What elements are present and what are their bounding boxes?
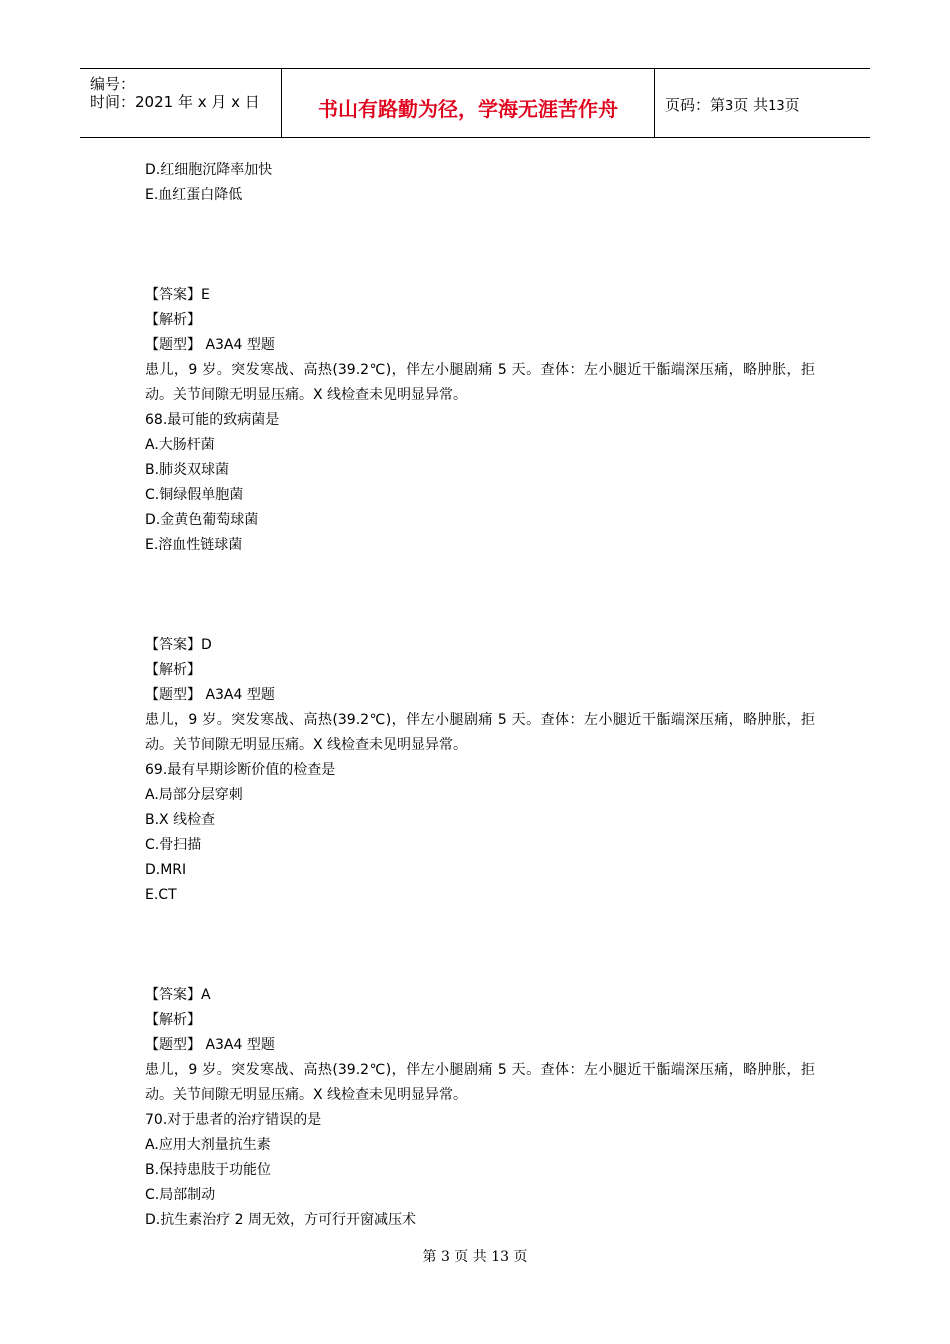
case-text: 患儿，9 岁。突发寒战、高热(39.2℃)，伴左小腿剧痛 5 天。查体：左小腿近干骺端深压痛，略肿胀，拒动。关节间隙无明显压痛。X 线检查未见明显异常。 xyxy=(145,712,815,753)
option-item: E.溶血性链球菌 xyxy=(145,537,243,553)
case-text: 患儿，9 岁。突发寒战、高热(39.2℃)，伴左小腿剧痛 5 天。查体：左小腿近干骺端深压痛，略肿胀，拒动。关节间隙无明显压痛。X 线检查未见明显异常。 xyxy=(145,362,815,403)
header-page-cell xyxy=(655,69,870,137)
header-info-cell xyxy=(80,69,282,137)
page-mid: 页 共 xyxy=(733,96,769,114)
analysis-line: 【解析】 xyxy=(145,312,201,328)
type-line: 【题型】 A3A4 型题 xyxy=(145,1037,275,1053)
question-block xyxy=(145,983,815,1233)
option-item: A.局部分层穿刺 xyxy=(145,787,243,803)
page-label: 页码：第 xyxy=(665,96,726,114)
date-line: 时间：2021 年 x 月 x 日 xyxy=(90,93,260,111)
page-end: 页 xyxy=(784,96,800,114)
option-item: E.CT xyxy=(145,887,177,903)
option-item: C.铜绿假单胞菌 xyxy=(145,487,244,503)
type-line: 【题型】 A3A4 型题 xyxy=(145,687,275,703)
option-item: E.血红蛋白降低 xyxy=(145,187,243,203)
answer-line: 【答案】E xyxy=(145,287,210,303)
document-body xyxy=(145,158,815,1233)
motto: 书山有路勤为径，学海无涯苦作舟 xyxy=(318,97,618,121)
number-label: 编号： xyxy=(90,75,136,93)
case-text: 患儿，9 岁。突发寒战、高热(39.2℃)，伴左小腿剧痛 5 天。查体：左小腿近干骺端深压痛，略肿胀，拒动。关节间隙无明显压痛。X 线检查未见明显异常。 xyxy=(145,1062,815,1103)
analysis-line: 【解析】 xyxy=(145,662,201,678)
type-line: 【题型】 A3A4 型题 xyxy=(145,337,275,353)
option-item: D.红细胞沉降率加快 xyxy=(145,162,273,178)
question-stem: 69.最有早期诊断价值的检查是 xyxy=(145,762,336,778)
page-header xyxy=(80,68,870,138)
option-item: D.MRI xyxy=(145,862,187,878)
option-item: B.保持患肢于功能位 xyxy=(145,1162,272,1178)
option-item: A.大肠杆菌 xyxy=(145,437,215,453)
question-stem: 70.对于患者的治疗错误的是 xyxy=(145,1112,322,1128)
option-item: B.肺炎双球菌 xyxy=(145,462,230,478)
page-footer: 第 3 页 共 13 页 xyxy=(422,1249,528,1265)
option-item: B.X 线检查 xyxy=(145,812,216,828)
question-block xyxy=(145,633,815,908)
question-stem: 68.最可能的致病菌是 xyxy=(145,412,280,428)
answer-line: 【答案】A xyxy=(145,987,211,1003)
option-item: A.应用大剂量抗生素 xyxy=(145,1137,271,1153)
question-block xyxy=(145,283,815,558)
page-info xyxy=(665,94,800,115)
option-item: C.局部制动 xyxy=(145,1187,216,1203)
page-current: 3 xyxy=(725,99,734,114)
option-item: C.骨扫描 xyxy=(145,837,202,853)
option-item: D.抗生素治疗 2 周无效，方可行开窗减压术 xyxy=(145,1212,417,1228)
option-item: D.金黄色葡萄球菌 xyxy=(145,512,259,528)
answer-line: 【答案】D xyxy=(145,637,212,653)
header-motto-cell xyxy=(282,69,655,137)
page-total: 13 xyxy=(768,99,785,114)
analysis-line: 【解析】 xyxy=(145,1012,201,1028)
